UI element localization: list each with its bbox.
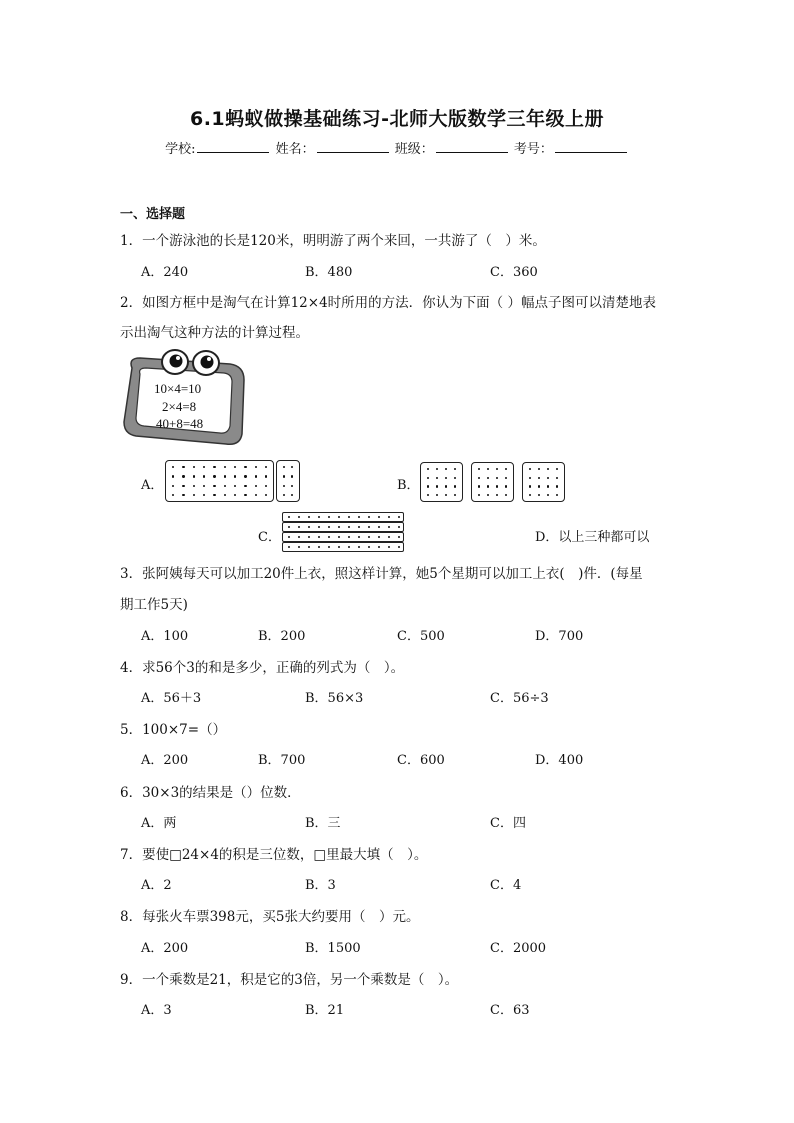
dot: [348, 516, 350, 518]
dot: [318, 546, 320, 548]
q3-option-d[interactable]: D．700: [535, 629, 584, 644]
dot: [193, 475, 195, 477]
q2c-dot-row: [282, 532, 404, 542]
dot: [556, 477, 558, 479]
dot: [298, 516, 300, 518]
dot: [234, 466, 236, 468]
dot: [291, 485, 293, 487]
dot: [172, 466, 174, 468]
q4-option-a[interactable]: A．56＋3: [141, 691, 202, 706]
dot: [368, 516, 370, 518]
dot: [505, 468, 507, 470]
question-3-line1: 3．张阿姨每天可以加工20件上衣，照这样计算，她5个星期可以加工上衣( )件．(每星: [120, 566, 643, 582]
dot: [358, 516, 360, 518]
dot: [348, 546, 350, 548]
q9-option-c[interactable]: C．63: [490, 1003, 530, 1018]
dot: [291, 494, 293, 496]
board-line-2: 2×4=8: [162, 399, 197, 414]
dot: [427, 468, 429, 470]
dot: [538, 494, 540, 496]
question-2-line2: 示出淘气这种方法的计算过程。: [120, 325, 309, 341]
dot: [388, 546, 390, 548]
dot: [368, 546, 370, 548]
dot: [454, 468, 456, 470]
dot: [487, 477, 489, 479]
student-info-line: [0, 138, 794, 157]
dot: [283, 475, 285, 477]
q2a-dot-box-10x4: [165, 460, 274, 502]
dot: [505, 477, 507, 479]
q3-option-a[interactable]: A．100: [141, 629, 189, 644]
q7-option-a[interactable]: A．2: [141, 878, 172, 893]
dot: [265, 466, 267, 468]
q2a-dot-box-2x4: [276, 460, 300, 502]
dot: [445, 485, 447, 487]
dot: [358, 546, 360, 548]
dot: [318, 526, 320, 528]
dot: [556, 468, 558, 470]
exam-no-label: 考号：: [513, 142, 553, 157]
dot: [427, 477, 429, 479]
dot: [436, 485, 438, 487]
question-4: 4．求56个3的和是多少，正确的列式为（ ）。: [120, 660, 405, 676]
q2-option-a[interactable]: A．: [141, 478, 164, 493]
dot: [203, 466, 205, 468]
question-6: 6．30×3的结果是（）位数．: [120, 785, 301, 801]
dot: [378, 526, 380, 528]
dot: [338, 526, 340, 528]
dot: [436, 468, 438, 470]
dot: [298, 536, 300, 538]
dot: [445, 477, 447, 479]
dot: [308, 526, 310, 528]
q2-option-d[interactable]: D．以上三种都可以: [535, 530, 650, 545]
dot: [255, 494, 257, 496]
dot: [368, 536, 370, 538]
dot: [255, 485, 257, 487]
q2c-dot-row: [282, 512, 404, 522]
dot: [454, 477, 456, 479]
dot: [203, 475, 205, 477]
q5-option-d[interactable]: D．400: [535, 753, 584, 768]
q5-option-c[interactable]: C．600: [397, 753, 445, 768]
q1-option-a[interactable]: A．240: [141, 265, 189, 280]
dot: [308, 546, 310, 548]
dot: [538, 485, 540, 487]
dot: [358, 536, 360, 538]
dot: [436, 477, 438, 479]
dot: [213, 494, 215, 496]
question-3-line2: 期工作5天): [120, 597, 188, 613]
q9-option-b[interactable]: B．21: [305, 1003, 345, 1018]
q2-option-c-dot-array: [282, 512, 404, 554]
dot: [224, 466, 226, 468]
q7-option-c[interactable]: C．4: [490, 878, 522, 893]
dot: [538, 477, 540, 479]
q2-option-b[interactable]: B．: [397, 478, 420, 493]
dot: [388, 526, 390, 528]
dot: [547, 494, 549, 496]
dot: [556, 494, 558, 496]
q6-option-a[interactable]: A．两: [141, 816, 177, 831]
dot: [388, 536, 390, 538]
name-blank[interactable]: [317, 140, 389, 153]
dot: [182, 475, 184, 477]
dot: [529, 468, 531, 470]
board-frame-icon: [118, 344, 250, 450]
dot: [378, 546, 380, 548]
dot: [234, 485, 236, 487]
q6-option-b[interactable]: B．三: [305, 816, 341, 831]
dot: [193, 485, 195, 487]
dot: [358, 526, 360, 528]
q2-option-c[interactable]: C．: [258, 530, 281, 545]
dot: [182, 485, 184, 487]
q8-option-c[interactable]: C．2000: [490, 941, 547, 956]
dot: [454, 485, 456, 487]
dot: [338, 546, 340, 548]
dot: [234, 494, 236, 496]
school-label: 学校:: [165, 142, 196, 157]
dot: [427, 494, 429, 496]
dot: [244, 466, 246, 468]
dot: [308, 536, 310, 538]
dot: [298, 546, 300, 548]
dot: [328, 546, 330, 548]
dot: [172, 485, 174, 487]
class-blank[interactable]: [436, 140, 508, 153]
dot: [496, 494, 498, 496]
school-blank[interactable]: [197, 140, 269, 153]
dot: [283, 485, 285, 487]
dot: [224, 485, 226, 487]
exam-no-blank[interactable]: [555, 140, 627, 153]
dot: [213, 485, 215, 487]
dot: [328, 526, 330, 528]
q5-option-b[interactable]: B．700: [258, 753, 306, 768]
dot: [244, 494, 246, 496]
dot: [487, 485, 489, 487]
dot: [378, 536, 380, 538]
dot: [203, 494, 205, 496]
name-label: 姓名：: [275, 142, 315, 157]
q9-option-a[interactable]: A．3: [141, 1003, 172, 1018]
question-9: 9．一个乘数是21，积是它的3倍，另一个乘数是（ ）。: [120, 972, 459, 988]
question-2-line1: 2．如图方框中是淘气在计算12×4时所用的方法．你认为下面（ ）幅点子图可以清楚地表: [120, 295, 656, 311]
dot: [378, 516, 380, 518]
dot: [478, 468, 480, 470]
dot: [265, 494, 267, 496]
dot: [487, 468, 489, 470]
dot: [182, 494, 184, 496]
dot: [213, 475, 215, 477]
dot: [547, 468, 549, 470]
dot: [283, 494, 285, 496]
dot: [318, 516, 320, 518]
dot: [338, 536, 340, 538]
dot: [445, 494, 447, 496]
dot: [193, 466, 195, 468]
dot: [244, 485, 246, 487]
dot: [203, 485, 205, 487]
dot: [348, 526, 350, 528]
dot: [496, 485, 498, 487]
dot: [308, 516, 310, 518]
dot: [436, 494, 438, 496]
dot: [398, 546, 400, 548]
dot: [454, 494, 456, 496]
question-7: 7．要使□24×4的积是三位数，□里最大填（ ）。: [120, 847, 428, 863]
dot: [505, 494, 507, 496]
board-line-1: 10×4=10: [154, 381, 202, 396]
q2b-dot-box-2: [471, 462, 514, 502]
q2c-dot-row: [282, 522, 404, 532]
dot: [234, 475, 236, 477]
question-8: 8．每张火车票398元，买5张大约要用（ ）元。: [120, 909, 420, 925]
dot: [529, 477, 531, 479]
dot: [288, 546, 290, 548]
dot: [255, 466, 257, 468]
dot: [445, 468, 447, 470]
q3-option-c[interactable]: C．500: [397, 629, 445, 644]
dot: [328, 516, 330, 518]
dot: [496, 477, 498, 479]
dot: [478, 477, 480, 479]
section-title: 一、选择题: [120, 207, 186, 222]
q2c-dot-row: [282, 542, 404, 552]
page-title: 6.1蚂蚁做操基础练习-北师大版数学三年级上册: [189, 108, 605, 130]
dot: [224, 475, 226, 477]
dot: [244, 475, 246, 477]
class-label: 班级：: [394, 142, 434, 157]
dot: [388, 516, 390, 518]
dot: [398, 516, 400, 518]
question-5: 5．100×7=（）: [120, 722, 227, 738]
dot: [487, 494, 489, 496]
dot: [255, 475, 257, 477]
dot: [283, 466, 285, 468]
q8-option-a[interactable]: A．200: [141, 941, 189, 956]
q3-option-b[interactable]: B．200: [258, 629, 306, 644]
dot: [193, 494, 195, 496]
dot: [368, 526, 370, 528]
dot: [328, 536, 330, 538]
board-line-3: 40+8=48: [156, 416, 204, 431]
q8-option-b[interactable]: B．1500: [305, 941, 361, 956]
dot: [556, 485, 558, 487]
dot: [213, 466, 215, 468]
q2b-dot-box-3: [522, 462, 565, 502]
dot: [398, 536, 400, 538]
dot: [291, 466, 293, 468]
q2-option-b-dot-array: [420, 462, 570, 502]
q2-option-a-dot-array: [165, 459, 305, 503]
dot: [288, 526, 290, 528]
q4-option-c[interactable]: C．56÷3: [490, 691, 549, 706]
dot: [547, 485, 549, 487]
q1-option-c[interactable]: C．360: [490, 265, 538, 280]
q1-option-b[interactable]: B．480: [305, 265, 353, 280]
question-1: 1．一个游泳池的长是120米，明明游了两个来回，一共游了（ ）米。: [120, 233, 546, 249]
dot: [265, 485, 267, 487]
dot: [172, 475, 174, 477]
dot: [398, 526, 400, 528]
dot: [291, 475, 293, 477]
dot: [338, 516, 340, 518]
dot: [538, 468, 540, 470]
dot: [505, 485, 507, 487]
dot: [288, 536, 290, 538]
dot: [529, 485, 531, 487]
dot: [478, 494, 480, 496]
dot: [224, 494, 226, 496]
dot: [427, 485, 429, 487]
calculation-board-illustration: [118, 344, 250, 450]
dot: [172, 494, 174, 496]
q7-option-b[interactable]: B．3: [305, 878, 336, 893]
q5-option-a[interactable]: A．200: [141, 753, 189, 768]
dot: [529, 494, 531, 496]
dot: [182, 466, 184, 468]
q4-option-b[interactable]: B．56×3: [305, 691, 364, 706]
dot: [348, 536, 350, 538]
dot: [298, 526, 300, 528]
dot: [496, 468, 498, 470]
dot: [318, 536, 320, 538]
dot: [547, 477, 549, 479]
q6-option-c[interactable]: C．四: [490, 816, 526, 831]
q2b-dot-box-1: [420, 462, 463, 502]
dot: [478, 485, 480, 487]
dot: [265, 475, 267, 477]
dot: [288, 516, 290, 518]
